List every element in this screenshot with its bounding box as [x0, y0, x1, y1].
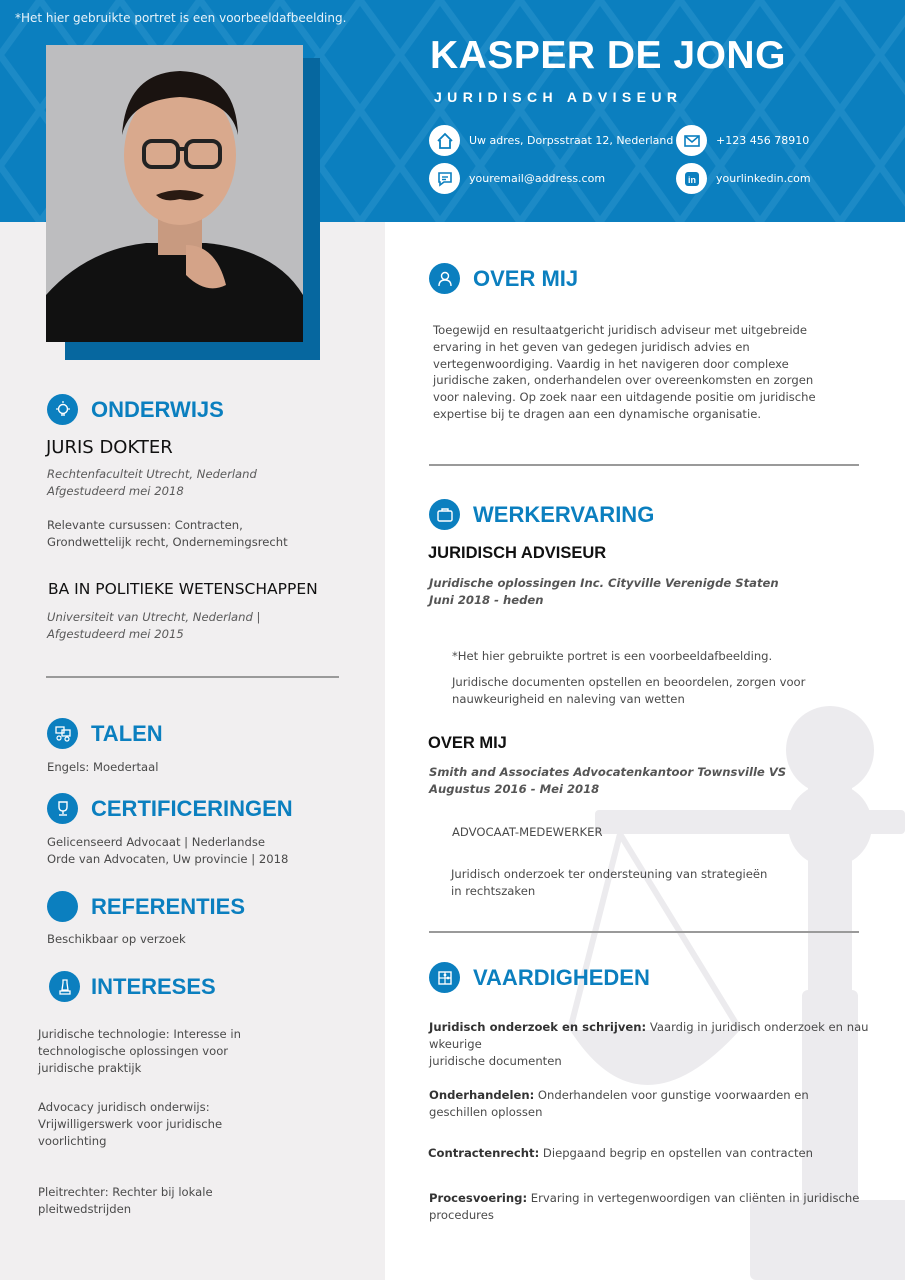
linkedin-icon [676, 163, 707, 194]
languages-text: Engels: Moedertaal [47, 760, 159, 774]
candidate-name: KASPER DE JONG [430, 34, 786, 77]
chess-icon [49, 971, 80, 1002]
lightbulb-icon [47, 394, 78, 425]
school-2: Universiteit van Utrecht, Nederland | Afgestudeerd mei 2015 [47, 610, 261, 641]
interest-2: Advocacy juridisch onderwijs: Vrijwilligerswerk voor juridische voorlichting [38, 1100, 223, 1148]
section-certificeringen: CERTIFICERINGEN [47, 793, 293, 824]
briefcase-icon [429, 499, 460, 530]
degree-2: BA IN POLITIEKE WETENSCHAPPEN [48, 580, 318, 598]
skill-contract-law: Contractenrecht: Diepgaand begrip en opstellen van contracten [428, 1146, 813, 1160]
job-1-note: *Het hier gebruikte portret is een voorbeeldafbeelding. [452, 649, 773, 663]
section-referenties: REFERENTIES [47, 891, 245, 922]
section-werkervaring: WERKERVARING [429, 499, 654, 530]
candidate-role: JURIDISCH ADVISEUR [434, 89, 683, 105]
section-over-mij: OVER MIJ [429, 263, 578, 294]
person-icon [429, 263, 460, 294]
degree-1: JURIS DOKTER [46, 437, 173, 458]
mail-icon [676, 125, 707, 156]
main-divider-1 [429, 464, 859, 466]
section-talen: TALEN [47, 718, 163, 749]
section-intereses: INTERESES [49, 971, 216, 1002]
job-1-title: JURIDISCH ADVISEUR [428, 544, 607, 562]
school-1: Rechtenfaculteit Utrecht, Nederland Afgestudeerd mei 2018 [47, 467, 257, 498]
portrait-note: *Het hier gebruikte portret is een voorbeeldafbeelding. [15, 11, 347, 25]
contact-phone: +123 456 78910 [676, 125, 809, 156]
interest-3: Pleitrechter: Rechter bij lokale pleitwedstrijden [38, 1185, 213, 1216]
section-onderwijs: ONDERWIJS [47, 394, 224, 425]
job-2-meta: Smith and Associates Advocatenkantoor Townsville VS Augustus 2016 - Mei 2018 [429, 765, 787, 796]
job-2-title: OVER MIJ [428, 734, 507, 752]
job-2-position: ADVOCAAT-MEDEWERKER [452, 825, 603, 839]
puzzle-icon [429, 962, 460, 993]
job-1-meta: Juridische oplossingen Inc. Cityville Verenigde Staten Juni 2018 - heden [429, 576, 779, 607]
svg-text:in: in [687, 174, 696, 185]
section-vaardigheden: VAARDIGHEDEN [429, 962, 650, 993]
portrait-photo [46, 45, 303, 342]
interest-1: Juridische technologie: Interesse in technologische oplossingen voor juridische praktijk [38, 1027, 241, 1075]
chat-icon [429, 163, 460, 194]
skill-negotiation: Onderhandelen: Onderhandelen voor gunstige voorwaarden en geschillen oplossen [429, 1088, 809, 1119]
sidebar-divider [46, 676, 339, 678]
references-icon [47, 891, 78, 922]
home-icon [429, 125, 460, 156]
main-divider-2 [429, 931, 859, 933]
contact-email: youremail@address.com [429, 163, 605, 194]
job-2-duty: Juridisch onderzoek ter ondersteuning van strategieën in rechtszaken [451, 867, 768, 898]
job-1-duty: Juridische documenten opstellen en beoordelen, zorgen voor nauwkeurigheid en naleving van wetten [452, 675, 806, 706]
about-text: Toegewijd en resultaatgericht juridisch adviseur met uitgebreide ervaring in het geven van gedegen juridisch advies en vertegenwoordiging. Vaardig in het navigeren door complexe juridische zaken, onderhandelen over overeenkomsten en zorgen voor naleving. Op zoek naar een uitdagende positie om juridische expertise bij te dragen aan een dynamische organisatie. [433, 323, 816, 421]
certifications-text: Gelicenseerd Advocaat | Nederlandse Orde van Advocaten, Uw provincie | 2018 [47, 835, 289, 866]
people-icon [47, 718, 78, 749]
skill-litigation: Procesvoering: Ervaring in vertegenwoordigen van cliënten in juridische procedures [429, 1191, 860, 1222]
skill-research: Juridisch onderzoek en schrijven: Vaardig in juridisch onderzoek en nau wkeurige juridische documenten [429, 1020, 869, 1068]
contact-address: Uw adres, Dorpsstraat 12, Nederland [429, 125, 673, 156]
courses: Relevante cursussen: Contracten, Grondwettelijk recht, Ondernemingsrecht [47, 518, 288, 549]
trophy-icon [47, 793, 78, 824]
contact-linkedin: in yourlinkedin.com [676, 163, 811, 194]
references-text: Beschikbaar op verzoek [47, 932, 186, 946]
